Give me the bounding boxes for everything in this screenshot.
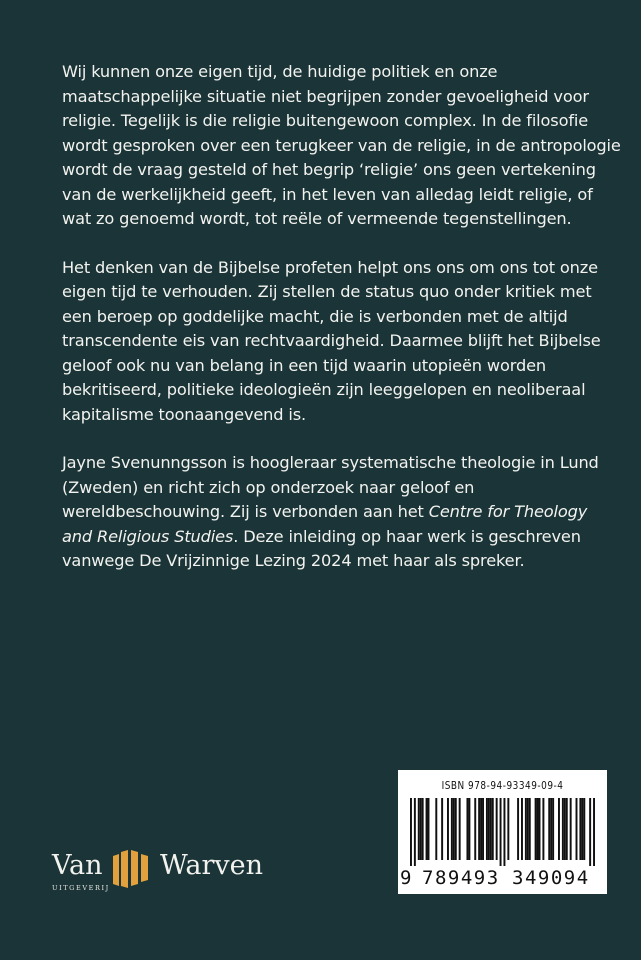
- barcode-bar: [558, 798, 560, 860]
- barcode-bar: [517, 798, 519, 860]
- barcode-bar: [507, 798, 509, 860]
- blurb-paragraph-2: Het denken van de Bijbelse profeten helpt ons ons om ons tot onze eigen tijd te verhouden. Zij stellen de status quo onder kritiek met een beroep op goddelijke macht, die is verbonden met de altijd transcendente eis van rechtvaardigheid. Daarmee blijft het Bijbelse geloof ook nu van belang in een tijd waarin utopieën worden bekritiseerd, politieke ideologieën zijn leeggelopen en neoliberaal kapitalisme toonaangevend is.: [62, 257, 601, 424]
- author-bio: [62, 451, 622, 574]
- barcode-bar: [420, 798, 422, 860]
- barcode-bar: [435, 798, 437, 860]
- barcode-bar: [441, 798, 443, 860]
- barcode-bar: [410, 798, 412, 866]
- isbn-label: ISBN 978-94-93349-09-4: [441, 780, 564, 792]
- barcode-bar: [552, 798, 554, 860]
- author-bio-end: . Deze inleiding op haar werk is geschreven vanwege De Vrijzinnige Lezing 2024 met haar als spreker.: [62, 526, 581, 570]
- ean-barcode: [410, 798, 595, 866]
- barcode-bar: [459, 798, 461, 860]
- barcode-bar: [542, 798, 544, 860]
- barcode-bar: [422, 798, 424, 860]
- barcode-bar: [527, 798, 529, 860]
- barcode-bar: [564, 798, 566, 860]
- barcode-bar: [451, 798, 453, 860]
- barcode-bar: [492, 798, 494, 860]
- barcode-bar: [566, 798, 568, 860]
- ean-right-group: 349094: [512, 867, 590, 889]
- barcode-bar: [480, 798, 482, 860]
- barcode-bar: [426, 798, 428, 860]
- barcode-bar: [550, 798, 552, 860]
- barcode-bar: [589, 798, 591, 866]
- barcode-bar: [418, 798, 420, 860]
- blurb-paragraph-1: Wij kunnen onze eigen tijd, de huidige politiek en onze maatschappelijke situatie niet begrijpen zonder gevoeligheid voor religie. Tegelijk is die religie buitengewoon complex. In de filosofie wordt gesproken over een terugkeer van de religie, in de antropologie wordt de vraag gesteld of het begrip ‘religie’ ons geen vertekening van de werkelijkheid geeft, in het leven van alledag leidt religie, of wat zo genoemd wordt, tot reële of vermeende tegenstellingen.: [62, 62, 621, 228]
- barcode-bar: [447, 798, 449, 860]
- barcode-bar: [500, 798, 502, 866]
- barcode-panel: [398, 770, 607, 894]
- publisher-logo: [48, 848, 268, 898]
- barcode-bar: [428, 798, 430, 860]
- barcode-bar: [548, 798, 550, 860]
- barcode-bar: [570, 798, 572, 860]
- publisher-mark-icon: [111, 848, 157, 888]
- author-bio-start: Jayne Svenunngsson is hoogleraar systematische theologie in Lund (Zweden) en richt zich op onderzoek naar geloof en wereldbeschouwing. Zij is verbonden aan het: [62, 453, 599, 521]
- barcode-bar: [468, 798, 470, 860]
- publisher-tagline: UITGEVERIJ: [52, 884, 110, 892]
- barcode-bar: [453, 798, 455, 860]
- barcode-bar: [579, 798, 581, 860]
- barcode-bar: [503, 798, 505, 866]
- barcode-bar: [593, 798, 595, 866]
- barcode-bar: [562, 798, 564, 860]
- barcode-bar: [482, 798, 484, 860]
- author-institution: Centre for Theology and Religious Studies: [62, 502, 588, 546]
- barcode-bar: [455, 798, 457, 860]
- ean-left-group: 789493: [422, 867, 500, 889]
- barcode-bar: [521, 798, 523, 860]
- barcode-bar: [474, 798, 476, 860]
- publisher-name-left: Van: [52, 850, 103, 881]
- barcode-bar: [496, 798, 498, 860]
- publisher-name-right: Warven: [160, 850, 264, 881]
- blurb-text: [62, 60, 622, 598]
- barcode-bar: [466, 798, 468, 860]
- barcode-bar: [486, 798, 488, 860]
- barcode-bar: [478, 798, 480, 860]
- barcode-bar: [581, 798, 583, 860]
- ean-first-digit: 9: [400, 867, 412, 889]
- barcode-bar: [583, 798, 585, 860]
- ean-digits: [398, 867, 607, 891]
- barcode-bar: [488, 798, 490, 860]
- barcode-bar: [525, 798, 527, 860]
- barcode-bar: [535, 798, 537, 860]
- barcode-bar: [537, 798, 539, 860]
- barcode-bar: [414, 798, 416, 866]
- barcode-bar: [539, 798, 541, 860]
- barcode-bar: [529, 798, 531, 860]
- barcode-bar: [576, 798, 578, 860]
- barcode-bar: [490, 798, 492, 860]
